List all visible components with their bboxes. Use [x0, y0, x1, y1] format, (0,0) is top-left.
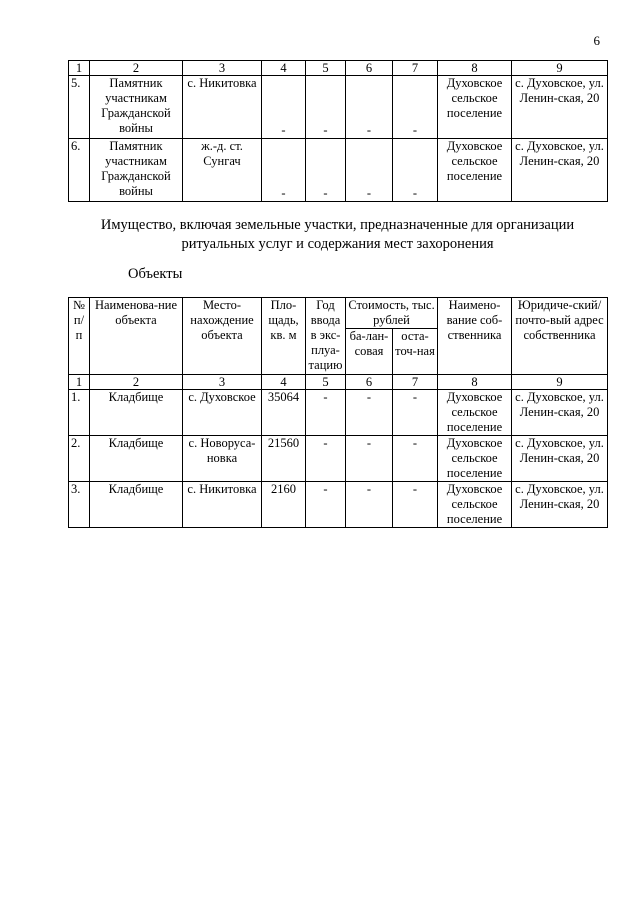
object-area: 35064	[262, 390, 306, 436]
commission-year: -	[306, 390, 346, 436]
header-balance: ба-лан-совая	[346, 329, 393, 375]
row-number: 1.	[69, 390, 90, 436]
row-number: 3.	[69, 482, 90, 528]
header-area: Пло-щадь, кв. м	[262, 298, 306, 375]
section-heading: Имущество, включая земельные участки, предназначенные для организации ритуальных услуг и содержания мест захоронения	[100, 217, 575, 252]
owner-address: с. Духовское, ул. Ленин-ская, 20	[512, 76, 608, 139]
balance-cost: -	[346, 436, 393, 482]
column-number: 4	[262, 375, 306, 390]
table-row	[69, 436, 608, 482]
residual-cost: -	[393, 436, 438, 482]
object-area: -	[262, 76, 306, 139]
column-number: 3	[183, 375, 262, 390]
column-number: 8	[438, 375, 512, 390]
header-cost: Стоимость, тыс. рублей	[346, 298, 438, 329]
commission-year: -	[306, 76, 346, 139]
header-location: Место-нахождение объекта	[183, 298, 262, 375]
balance-cost: -	[346, 76, 393, 139]
header-owner: Наимено-вание соб-ственника	[438, 298, 512, 375]
column-number: 9	[512, 375, 608, 390]
table-row	[69, 139, 608, 202]
table-row	[69, 76, 608, 139]
column-number: 6	[346, 375, 393, 390]
header-row	[69, 298, 608, 329]
row-number: 2.	[69, 436, 90, 482]
row-number: 6.	[69, 139, 90, 202]
object-location: с. Новоруса-новка	[183, 436, 262, 482]
object-location: с. Никитовка	[183, 482, 262, 528]
column-number: 9	[512, 61, 608, 76]
owner-address: с. Духовское, ул. Ленин-ская, 20	[512, 139, 608, 202]
owner-name: Духовское сельское поселение	[438, 76, 512, 139]
column-number: 2	[90, 375, 183, 390]
object-area: 2160	[262, 482, 306, 528]
column-number: 8	[438, 61, 512, 76]
owner-address: с. Духовское, ул. Ленин-ская, 20	[512, 436, 608, 482]
header-name: Наименова-ние объекта	[90, 298, 183, 375]
column-number: 4	[262, 61, 306, 76]
column-number-row	[69, 375, 608, 390]
row-number: 5.	[69, 76, 90, 139]
balance-cost: -	[346, 139, 393, 202]
column-number: 2	[90, 61, 183, 76]
object-name: Кладбище	[90, 436, 183, 482]
residual-cost: -	[393, 482, 438, 528]
object-location: с. Никитовка	[183, 76, 262, 139]
residual-cost: -	[393, 390, 438, 436]
column-number: 3	[183, 61, 262, 76]
object-name: Кладбище	[90, 482, 183, 528]
commission-year: -	[306, 482, 346, 528]
residual-cost: -	[393, 76, 438, 139]
header-residual: оста-точ-ная	[393, 329, 438, 375]
owner-name: Духовское сельское поселение	[438, 482, 512, 528]
monuments-table	[68, 60, 608, 202]
table-row	[69, 482, 608, 528]
column-number: 6	[346, 61, 393, 76]
cemeteries-table	[68, 297, 608, 528]
object-name: Памятник участникам Гражданской войны	[90, 76, 183, 139]
object-location: с. Духовское	[183, 390, 262, 436]
owner-address: с. Духовское, ул. Ленин-ская, 20	[512, 390, 608, 436]
section-subheading: Объекты	[128, 266, 183, 282]
object-area: 21560	[262, 436, 306, 482]
commission-year: -	[306, 139, 346, 202]
column-number: 5	[306, 61, 346, 76]
header-num: № п/п	[69, 298, 90, 375]
page-number: 6	[593, 33, 600, 48]
table-row	[69, 390, 608, 436]
column-number-row	[69, 61, 608, 76]
residual-cost: -	[393, 139, 438, 202]
object-name: Памятник участникам Гражданской войны	[90, 139, 183, 202]
column-number: 7	[393, 375, 438, 390]
object-location: ж.-д. ст. Сунгач	[183, 139, 262, 202]
owner-name: Духовское сельское поселение	[438, 139, 512, 202]
column-number: 5	[306, 375, 346, 390]
owner-name: Духовское сельское поселение	[438, 436, 512, 482]
column-number: 7	[393, 61, 438, 76]
commission-year: -	[306, 436, 346, 482]
owner-name: Духовское сельское поселение	[438, 390, 512, 436]
owner-address: с. Духовское, ул. Ленин-ская, 20	[512, 482, 608, 528]
header-address: Юридиче-ский/почто-вый адрес собственника	[512, 298, 608, 375]
column-number: 1	[69, 375, 90, 390]
balance-cost: -	[346, 482, 393, 528]
column-number: 1	[69, 61, 90, 76]
balance-cost: -	[346, 390, 393, 436]
object-name: Кладбище	[90, 390, 183, 436]
header-year: Год ввода в экс-плуа-тацию	[306, 298, 346, 375]
object-area: -	[262, 139, 306, 202]
